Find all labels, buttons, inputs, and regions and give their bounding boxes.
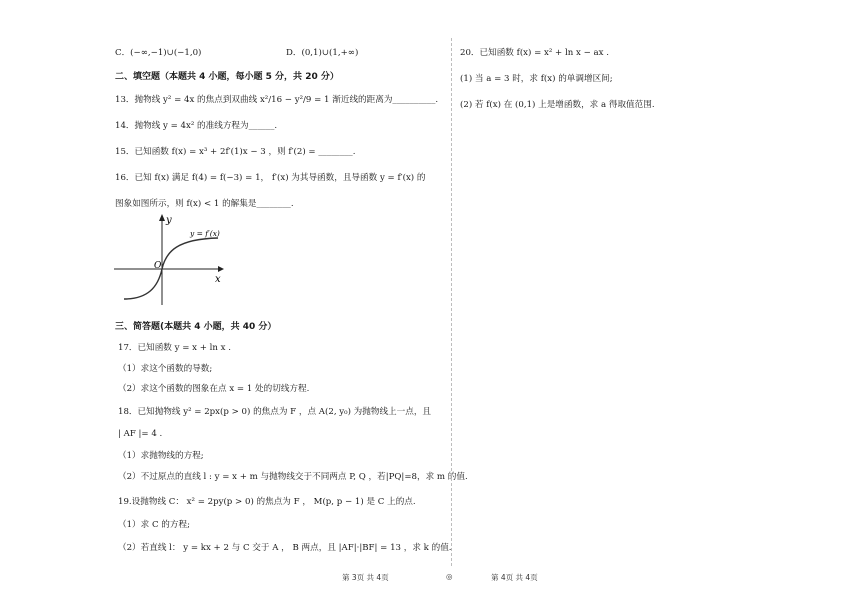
question-15: 15．已知函数 f(x) = x³ + 2f′(1)x − 3 ，则 f′(2) = ________. (115, 147, 356, 157)
column-divider (451, 38, 452, 566)
question-19: 19.设抛物线 C： x² = 2py(p > 0) 的焦点为 F ， M(p, p − 1) 是 C 上的点. (118, 497, 416, 507)
question-18-part-2: （2）不过原点的直线 l : y = x + m 与抛物线交于不同两点 P, Q ，若|PQ|=8，求 m 的值. (118, 472, 468, 482)
question-19-part-1: （1）求 C 的方程; (118, 520, 190, 530)
option-d: D．(0,1)∪(1,+∞) (286, 48, 359, 58)
question-13: 13．抛物线 y² = 4x 的焦点到双曲线 x²/16 − y²/9 = 1 渐近线的距离为__________. (115, 95, 439, 105)
question-20-part-2: (2) 若 f(x) 在 (0,1) 上是增函数，求 a 得取值范围. (460, 100, 655, 110)
question-16-line-1: 16．已知 f(x) 满足 f(4) = f(−3) = 1， f′(x) 为其导函数，且导函数 y = f′(x) 的 (115, 173, 426, 183)
curve-label: y = f′(x) (190, 229, 220, 238)
question-16-line-2: 图象如图所示，则 f(x) < 1 的解集是________. (115, 199, 294, 209)
section-3-heading: 三、简答题(本题共 4 小题，共 40 分） (115, 322, 277, 332)
question-19-part-2: （2）若直线 l： y = kx + 2 与 C 交于 A ， B 两点，且 |AF|·|BF| = 13 ，求 k 的值. (118, 543, 452, 553)
footer-center-mark: ◎ (446, 572, 453, 581)
question-20-part-1: (1) 当 a = 3 时，求 f(x) 的单调增区间; (460, 74, 613, 84)
question-20: 20．已知函数 f(x) = x² + ln x − ax . (460, 48, 609, 58)
footer-left-page-number: 第 3页 共 4页 (342, 573, 389, 582)
question-17: 17．已知函数 y = x + ln x . (118, 343, 231, 353)
question-17-part-2: （2）求这个函数的图象在点 x = 1 处的切线方程. (118, 384, 310, 394)
derivative-graph (114, 213, 226, 305)
x-axis-label: x (215, 274, 221, 285)
footer-right-page-number: 第 4页 共 4页 (491, 573, 538, 582)
y-axis-label: y (166, 215, 172, 226)
option-c: C．(−∞,−1)∪(−1,0) (115, 48, 202, 58)
question-18-part-1: （1）求抛物线的方程; (118, 451, 204, 461)
question-17-part-1: （1）求这个函数的导数; (118, 364, 213, 374)
section-2-heading: 二、填空题（本题共 4 小题，每小题 5 分，共 20 分） (115, 72, 339, 82)
question-14: 14．抛物线 y = 4x² 的准线方程为______. (115, 121, 278, 131)
origin-label: O (154, 261, 162, 271)
question-18-line-1: 18．已知抛物线 y² = 2px(p > 0) 的焦点为 F ，点 A(2, y₀) 为抛物线上一点，且 (118, 407, 432, 417)
question-18-line-2: | AF |= 4 . (118, 429, 163, 439)
